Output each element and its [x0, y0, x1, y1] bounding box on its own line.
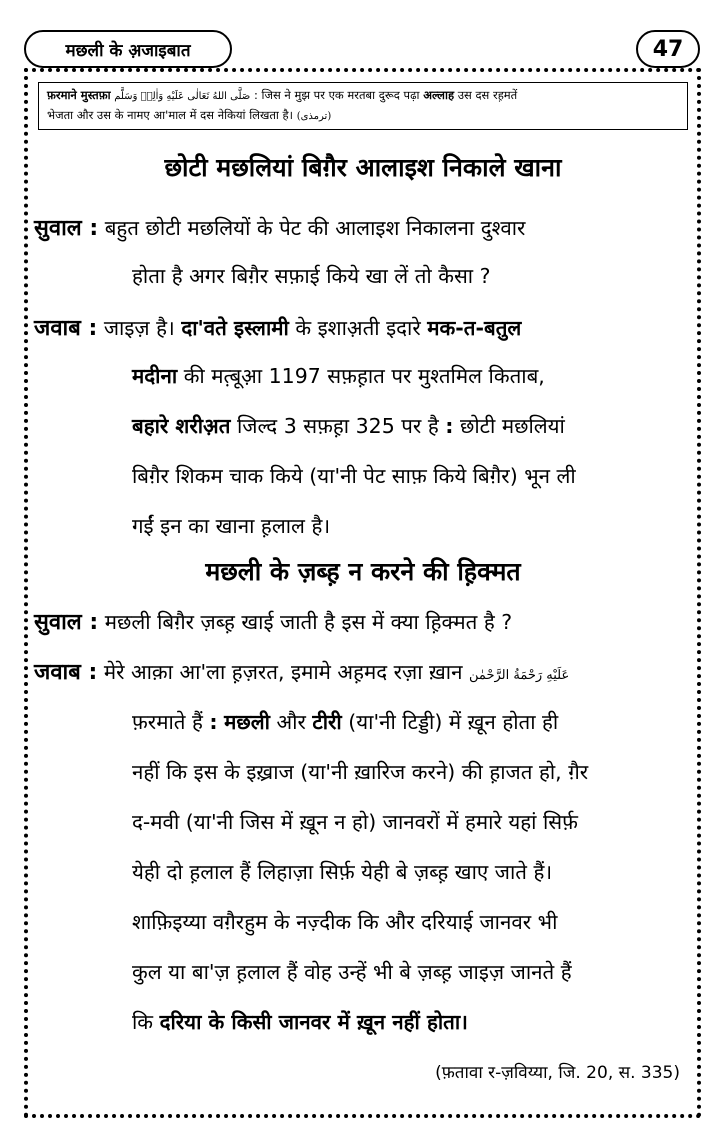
s2-answer-text-2b: और — [276, 710, 306, 734]
s2-answer-text-1: मेरे आक़ा आ'ला ह़ज़रत, इमामे अह़मद रज़ा ख़ान — [103, 660, 463, 684]
s2-answer-text-2c: (या'नी टिड्डी) में ख़ून होता ही — [348, 710, 559, 734]
s2-answer-line-7: कुल या बा'ज़ ह़लाल हैं वोह उन्हें भी बे ज़ब्ह़ जाइज़ जानते हैं — [132, 960, 572, 984]
s1-question-line-1 — [34, 212, 684, 242]
s1-question-text-1: बहुत छोटी मछलियों के पेट की आलाइश निकालना दुश्वार — [104, 216, 526, 240]
section2-heading: मछली के ज़ब्ह़ न करने की ह़िक्मत — [205, 557, 521, 586]
s2-answer-line-6: शाफ़िइय्या वग़ैरहुम के नज़्दीक कि और दरियाई जानवर भी — [132, 910, 558, 934]
s1-answer-text-3b: छोटी मछलियां — [459, 414, 565, 438]
s2-answer-line-2 — [132, 708, 684, 736]
s2-answer-colon: : — [209, 710, 218, 734]
notice-text-2: उस दस रह़मतें — [457, 88, 518, 102]
s1-answer-line-2 — [132, 362, 684, 390]
s1-question-line-2: होता है अगर बिग़ैर सफ़ाई किये खा लें तो कैसा ? — [132, 264, 491, 288]
s1-answer-bold-1: दा'वते इस्लामी — [181, 316, 289, 340]
notice-line-1 — [47, 86, 679, 106]
notice-reference: (ترمذی) — [296, 111, 332, 122]
s1-answer-line-1 — [34, 312, 684, 342]
page-number: 47 — [636, 30, 700, 68]
notice-salutation: صَلَّى اللهُ تَعَالٰى عَلَيْهِ وَاٰلِهٖ وَسَلَّم — [114, 91, 251, 102]
s1-answer-bold-4: बहारे शरीअ़त — [132, 414, 231, 438]
notice-label: फ़रमाने मुस्तफ़ा — [47, 88, 111, 102]
s2-answer-label: जवाब : — [34, 660, 98, 685]
s1-answer-line-5: गईं इन का खाना ह़लाल है। — [132, 514, 331, 538]
book-title: मछली के अ़जाइबात — [24, 30, 232, 68]
s1-answer-text-1a: जाइज़ है। — [103, 316, 175, 340]
s1-answer-colon: : — [445, 414, 454, 438]
s1-answer-line-3 — [132, 412, 684, 440]
s2-answer-bold-fish: मछली — [224, 710, 270, 734]
s2-question-line-1 — [34, 606, 684, 636]
s1-answer-bold-3: मदीना — [132, 364, 178, 388]
hadith-notice-box — [38, 82, 688, 130]
s1-answer-text-3: जिल्द 3 सफ़ह़ा 325 पर है — [236, 414, 439, 438]
s2-answer-line-3: नहीं कि इस के इख़्राज (या'नी ख़ारिज करने) की ह़ाजत हो, ग़ैर — [132, 760, 589, 784]
s1-question-label: सुवाल : — [34, 216, 99, 241]
s2-answer-line-8 — [132, 1008, 684, 1036]
s2-answer-line-4: द-मवी (या'नी जिस में ख़ून न हो) जानवरों में हमारे यहां सिर्फ़ — [132, 810, 578, 834]
s1-answer-label: जवाब : — [34, 316, 98, 341]
s2-question-text-1: मछली बिग़ैर ज़ब्ह़ खाई जाती है इस में क्या ह़िक्मत है ? — [104, 610, 513, 634]
s2-answer-text-8a: कि — [132, 1010, 154, 1034]
s1-answer-line-4: बिग़ैर शिकम चाक किये (या'नी पेट साफ़ किये बिग़ैर) भून ली — [132, 464, 576, 488]
s1-answer-bold-2: मक-त-बतुल — [427, 316, 522, 340]
s2-answer-bold-8: दरिया के किसी जानवर में ख़ून नहीं होता। — [159, 1010, 468, 1034]
source-citation: (फ़तावा र-ज़विय्या, जि. 20, स. 335) — [435, 1063, 680, 1083]
s2-answer-line-5: येही दो ह़लाल हैं लिहाज़ा सिर्फ़ येही बे ज़ब्ह़ खाए जाते हैं। — [132, 860, 553, 884]
section1-heading: छोटी मछलियां बिग़ैर आलाइश निकाले खाना — [164, 153, 562, 182]
s2-answer-arabic: عَلَيْهِ رَحْمَةُ الرَّحْمٰن — [469, 668, 570, 683]
s2-answer-line-1 — [34, 656, 684, 686]
notice-allah: अल्लाह — [423, 88, 455, 102]
s1-answer-text-1b: के इशाअ़ती इदारे — [295, 316, 421, 340]
s2-answer-bold-locust: टीरी — [312, 710, 342, 734]
s2-question-label: सुवाल : — [34, 610, 99, 635]
s2-answer-text-2a: फ़रमाते हैं — [132, 710, 203, 734]
notice-line-2 — [47, 106, 679, 126]
notice-text-1: : जिस ने मुझ पर एक मरतबा दुरूद पढ़ा — [253, 88, 420, 102]
s1-answer-text-2: की मत़्बूआ़ 1197 सफ़ह़ात पर मुश्तमिल किताब, — [183, 364, 545, 388]
notice-text-3: भेजता और उस के नामए आ'माल में दस नेकियां लिखता है। — [47, 108, 294, 122]
